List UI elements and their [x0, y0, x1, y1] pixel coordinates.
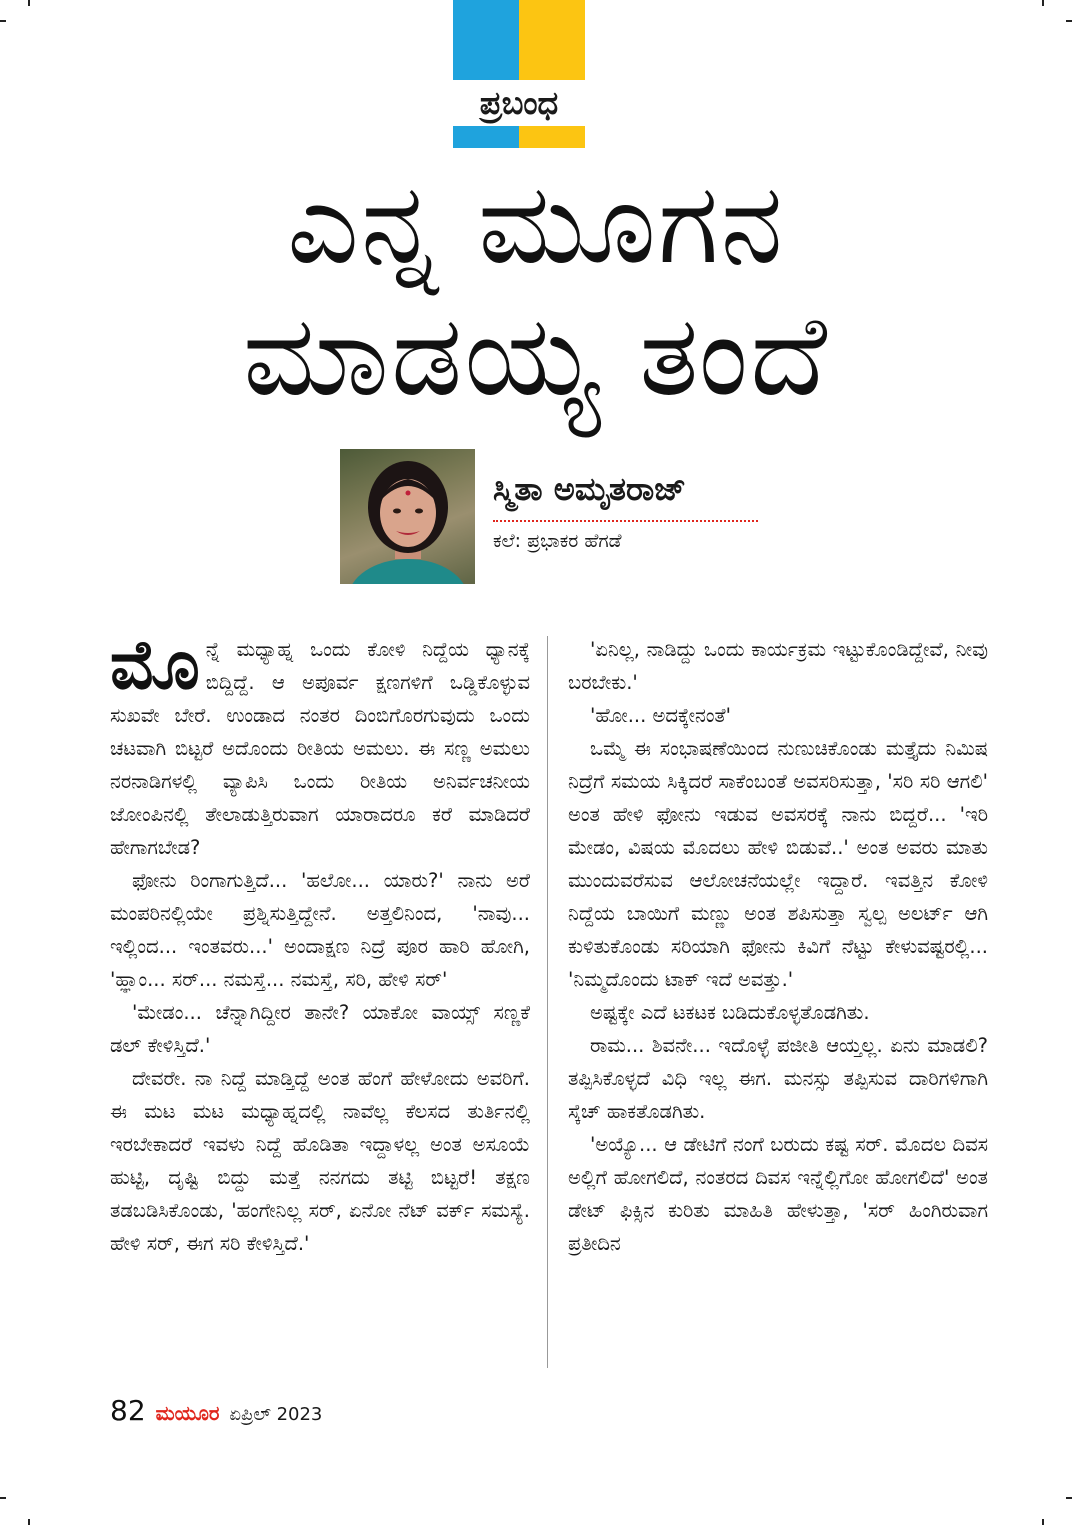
section-tag	[453, 0, 585, 148]
paragraph: 'ಏನಿಲ್ಲ, ನಾಡಿದ್ದು ಒಂದು ಕಾರ್ಯಕ್ರಮ ಇಟ್ಟುಕೊಂಡಿದ್ದೇವೆ, ನೀವು ಬರಬೇಕು.'	[568, 638, 988, 694]
magazine-logo: ಮಯೂರ	[155, 1401, 220, 1425]
tag-color-bar-bottom	[453, 126, 585, 148]
section-tag-label: ಪ್ರಬಂಧ	[479, 83, 559, 122]
crop-mark	[0, 1497, 6, 1499]
author-photo	[340, 449, 475, 584]
crop-mark	[1066, 1497, 1072, 1499]
paragraph: ಮೊನ್ನೆ ಮಧ್ಯಾಹ್ನ ಒಂದು ಕೋಳಿ ನಿದ್ದೆಯ ಧ್ಯಾನಕ್ಕೆ ಬಿದ್ದಿದ್ದೆ. ಆ ಅಪೂರ್ವ ಕ್ಷಣಗಳಿಗೆ ಒಡ್ಡಿಕೊಳ್ಳುವ ಸುಖವೇ ಬೇರೆ. ಉಂಡಾದ ನಂತರ ದಿಂಬಿಗೊರಗುವುದು ಒಂದು ಚಟವಾಗಿ ಬಿಟ್ಟರೆ ಅದೊಂದು ರೀತಿಯ ಅಮಲು. ಈ ಸಣ್ಣ ಅಮಲು ನರನಾಡಿಗಳಲ್ಲಿ ವ್ಯಾಪಿಸಿ ಒಂದು ರೀತಿಯ ಅನಿರ್ವಚನೀಯ ಜೋಂಪಿನಲ್ಲಿ ತೇಲಾಡುತ್ತಿರುವಾಗ ಯಾರಾದರೂ ಕರೆ ಮಾಡಿದರೆ ಹೇಗಾಗಬೇಡ?	[110, 626, 530, 859]
crop-mark	[1066, 20, 1072, 22]
body-column-1	[110, 626, 530, 1260]
crop-mark	[28, 0, 30, 6]
crop-mark	[1042, 1519, 1044, 1525]
article-title-line-2: ಮಾಡಯ್ಯ ತಂದೆ	[242, 291, 830, 421]
author-divider	[493, 520, 758, 522]
page-number: 82	[110, 1394, 146, 1427]
paragraph: ದೇವರೇ. ನಾ ನಿದ್ದೆ ಮಾಡ್ತಿದ್ದೆ ಅಂತ ಹೆಂಗೆ ಹೇಳೋದು ಅವರಿಗೆ. ಈ ಮಟ ಮಟ ಮಧ್ಯಾಹ್ನದಲ್ಲಿ ನಾವೆಲ್ಲ ಕೆಲಸದ ತುರ್ತಿನಲ್ಲಿ ಇರಬೇಕಾದರೆ ಇವಳು ನಿದ್ದೆ ಹೊಡಿತಾ ಇದ್ದಾಳಲ್ಲ ಅಂತ ಅಸೂಯೆ ಹುಟ್ಟಿ, ದೃಷ್ಟಿ ಬಿದ್ದು ಮತ್ತೆ ನನಗದು ತಟ್ಟಿ ಬಿಟ್ಟರೆ! ತಕ್ಷಣ ತಡಬಡಿಸಿಕೊಂಡು, 'ಹಂಗೇನಿಲ್ಲ ಸರ್, ಏನೋ ನೆಟ್ ವರ್ಕ್ ಸಮಸ್ಯೆ. ಹೇಳಿ ಸರ್, ಈಗ ಸರಿ ಕೇಳಿಸ್ತಿದೆ.'	[110, 1067, 530, 1255]
illustration-credit: ಕಲೆ: ಪ್ರಭಾಕರ ಹೆಗಡೆ	[493, 530, 622, 552]
crop-mark	[28, 1519, 30, 1525]
author-name: ಸ್ಮಿತಾ ಅಮೃತರಾಜ್	[493, 470, 687, 508]
tag-color-bar-top	[453, 0, 585, 80]
paragraph: ಒಮ್ಮೆ ಈ ಸಂಭಾಷಣೆಯಿಂದ ನುಣುಚಿಕೊಂಡು ಮತ್ತೈದು ನಿಮಿಷ ನಿದ್ರೆಗೆ ಸಮಯ ಸಿಕ್ಕಿದರೆ ಸಾಕೆಂಬಂತೆ ಅವಸರಿಸುತ್ತಾ, 'ಸರಿ ಸರಿ ಆಗಲಿ' ಅಂತ ಹೇಳಿ ಫೋನು ಇಡುವ ಅವಸರಕ್ಕೆ ನಾನು ಬಿದ್ದರೆ... 'ಇರಿ ಮೇಡಂ, ವಿಷಯ ಮೊದಲು ಹೇಳಿ ಬಿಡುವೆ..' ಅಂತ ಅವರು ಮಾತು ಮುಂದುವರೆಸುವ ಆಲೋಚನೆಯಲ್ಲೇ ಇದ್ದಾರೆ. ಇವತ್ತಿನ ಕೋಳಿ ನಿದ್ದೆಯ ಬಾಯಿಗೆ ಮಣ್ಣು ಅಂತ ಶಪಿಸುತ್ತಾ ಸ್ವಲ್ಪ ಅಲರ್ಟ್ ಆಗಿ ಕುಳಿತುಕೊಂಡು ಸರಿಯಾಗಿ ಫೋನು ಕಿವಿಗೆ ನೆಟ್ಟು ಕೇಳುವಷ್ಟರಲ್ಲಿ... 'ನಿಮ್ಮದೊಂದು ಟಾಕ್ ಇದೆ ಅವತ್ತು.'	[568, 737, 988, 991]
paragraph: 'ಮೇಡಂ... ಚೆನ್ನಾಗಿದ್ದೀರ ತಾನೇ? ಯಾಕೋ ವಾಯ್ಸ್ ಸಣ್ಣಕೆ ಡಲ್ ಕೇಳಿಸ್ತಿದೆ.'	[110, 1001, 530, 1057]
paragraph: 'ಅಯ್ಯೊ... ಆ ಡೇಟಿಗೆ ನಂಗೆ ಬರುದು ಕಷ್ಟ ಸರ್. ಮೊದಲ ದಿವಸ ಅಲ್ಲಿಗೆ ಹೋಗಲಿದೆ, ನಂತರದ ದಿವಸ ಇನ್ನೆಲ್ಲಿಗೋ ಹೋಗಲಿದೆ' ಅಂತ ಡೇಟ್ ಫಿಕ್ಸಿನ ಕುರಿತು ಮಾಹಿತಿ ಹೇಳುತ್ತಾ, 'ಸರ್ ಹಿಂಗಿರುವಾಗ ಪ್ರತೀದಿನ	[568, 1133, 988, 1255]
paragraph: ಫೋನು ರಿಂಗಾಗುತ್ತಿದೆ... 'ಹಲೋ... ಯಾರು?' ನಾನು ಅರೆ ಮಂಪರಿನಲ್ಲಿಯೇ ಪ್ರಶ್ನಿಸುತ್ತಿದ್ದೇನೆ. ಅತ್ತಲಿನಿಂದ, 'ನಾವು... ಇಲ್ಲಿಂದ... ಇಂತವರು...' ಅಂದಾಕ್ಷಣ ನಿದ್ರೆ ಪೂರ ಹಾರಿ ಹೋಗಿ, 'ಹ್ಞಾಂ... ಸರ್... ನಮಸ್ತೆ... ನಮಸ್ತೆ, ಸರಿ, ಹೇಳಿ ಸರ್'	[110, 869, 530, 991]
body-column-2	[568, 633, 988, 1260]
article-title-line-1: ಎನ್ನ ಮೂಗನ	[287, 159, 785, 289]
author-portrait-illustration	[340, 449, 475, 584]
paragraph: 'ಹೋ... ಅದಕ್ಕೇನಂತೆ'	[590, 704, 731, 727]
page-footer	[110, 1394, 322, 1427]
paragraph: ಅಷ್ಟಕ್ಕೇ ಎದೆ ಟಕಟಕ ಬಡಿದುಕೊಳ್ಳತೊಡಗಿತು.	[590, 1001, 870, 1024]
crop-mark	[0, 20, 6, 22]
issue-date: ಏಪ್ರಿಲ್ 2023	[229, 1404, 323, 1425]
drop-cap: ಮೊ	[110, 626, 200, 705]
crop-mark	[1042, 0, 1044, 6]
paragraph: ರಾಮ... ಶಿವನೇ... ಇದೊಳ್ಳೆ ಪಜೀತಿ ಆಯ್ತಲ್ಲ. ಏನು ಮಾಡಲಿ? ತಪ್ಪಿಸಿಕೊಳ್ಳದೆ ವಿಧಿ ಇಲ್ಲ ಈಗ. ಮನಸ್ಸು ತಪ್ಪಿಸುವ ದಾರಿಗಳಿಗಾಗಿ ಸ್ಕೆಚ್ ಹಾಕತೊಡಗಿತು.	[568, 1034, 988, 1123]
column-divider	[547, 636, 548, 1368]
